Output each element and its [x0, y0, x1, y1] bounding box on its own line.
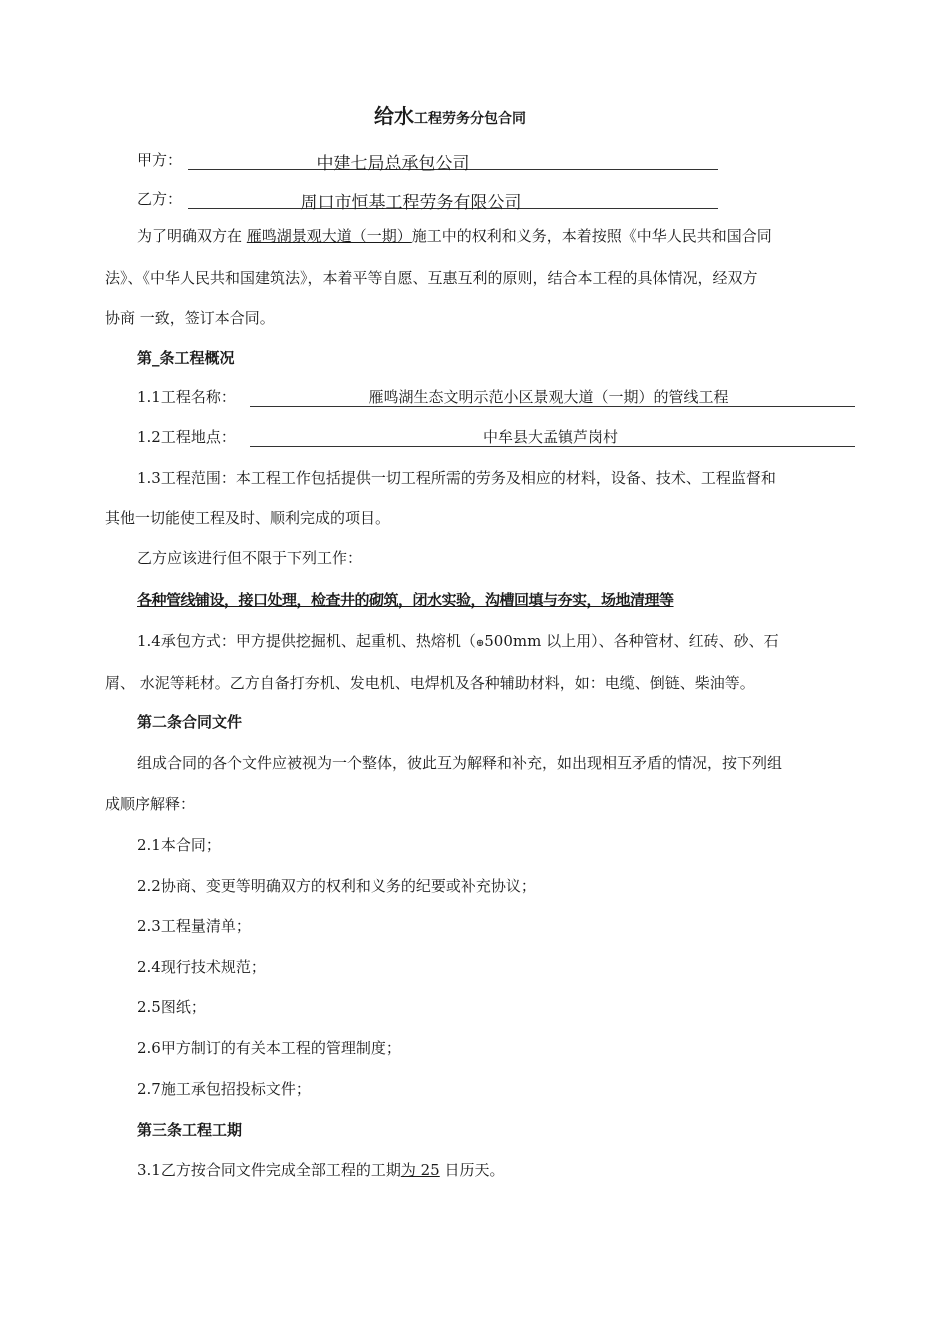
intro-line-3: 协商 一致，签订本合同。	[105, 309, 275, 327]
title-rest: 工程劳务分包合同	[414, 111, 526, 127]
doc-item-7: 2.7施工承包招投标文件；	[137, 1080, 311, 1098]
work-items: 各种管线铺设，接口处理，检查井的砌筑，闭水实验，沟槽回填与夯实，场地清理等	[137, 591, 674, 609]
doc-item-3: 2.3工程量清单；	[137, 917, 251, 935]
intro-project: 雁鸣湖景观大道（一期）	[246, 227, 412, 245]
project-location-label: 1.2工程地点：	[137, 428, 236, 446]
scope-line-1: 1.3工程范围：本工程工作包括提供一切工程所需的劳务及相应的材料，设备、技术、工程监督和	[137, 469, 776, 487]
intro-line-1	[137, 226, 875, 246]
doc-item-6: 2.6甲方制订的有关本工程的管理制度；	[137, 1039, 401, 1057]
doc-item-5: 2.5图纸；	[137, 998, 206, 1016]
schedule-days: 为 25	[400, 1161, 440, 1179]
contract-mode-line-1	[137, 631, 875, 654]
project-name-value: 雁鸣湖生态文明示范小区景观大道（一期）的管线工程	[368, 388, 729, 406]
article-3-heading: 第三条工程工期	[137, 1121, 243, 1139]
project-name-label: 1.1工程名称：	[137, 388, 236, 406]
intro-line-2: 法》、《中华人民共和国建筑法》，本着平等自愿、互惠互利的原则，结合本工程的具体情况，经双方	[105, 269, 758, 287]
party-b-label: 乙方：	[137, 190, 183, 208]
party-a-label: 甲方：	[137, 151, 183, 169]
party-b-value: 周口市恒基工程劳务有限公司	[300, 193, 522, 213]
title-main: 给水	[374, 104, 414, 128]
schedule-post: 日历天。	[439, 1161, 505, 1179]
intro-pre: 为了明确双方在	[137, 227, 247, 245]
doc-item-2: 2.2协商、变更等明确双方的权利和义务的纪要或补充协议；	[137, 877, 536, 895]
contract-mode-line-2: 屑、 水泥等耗材。乙方自备打夯机、发电机、电焊机及各种辅助材料，如：电缆、倒链、柴油等。	[105, 674, 755, 692]
schedule-pre: 3.1乙方按合同文件完成全部工程的工期	[137, 1161, 401, 1179]
document-title	[0, 100, 900, 129]
party-b-field	[188, 188, 718, 213]
scope-line-2: 其他一切能使工程及时、顺利完成的项目。	[105, 509, 391, 527]
diameter-symbol: ⊕	[475, 638, 485, 649]
article-2-intro-line-2: 成顺序解释：	[105, 795, 196, 813]
doc-item-1: 2.1本合同；	[137, 836, 221, 854]
article-2-heading: 第二条合同文件	[137, 713, 243, 731]
article-2-intro-line-1: 组成合同的各个文件应被视为一个整体，彼此互为解释和补充，如出现相互矛盾的情况，按下列组	[137, 754, 783, 772]
doc-item-4: 2.4现行技术规范；	[137, 958, 266, 976]
party-a-value: 中建七局总承包公司	[316, 154, 470, 174]
schedule-line	[137, 1160, 875, 1180]
contract-mode-a: 1.4承包方式：甲方提供挖掘机、起重机、热熔机（	[137, 632, 476, 650]
article-1-heading: 第_条工程概况	[137, 349, 235, 367]
project-location-value: 中牟县大孟镇芦岗村	[482, 428, 618, 446]
intro-post: 施工中的权利和义务，本着按照《中华人民共和国合同	[411, 227, 772, 245]
contract-mode-b: 500mm 以上用）、各种管材、红砖、砂、石	[484, 632, 779, 650]
project-location-field	[250, 426, 855, 447]
project-name-field	[250, 386, 855, 407]
party-a-field	[188, 149, 718, 174]
work-intro: 乙方应该进行但不限于下列工作：	[137, 549, 363, 567]
